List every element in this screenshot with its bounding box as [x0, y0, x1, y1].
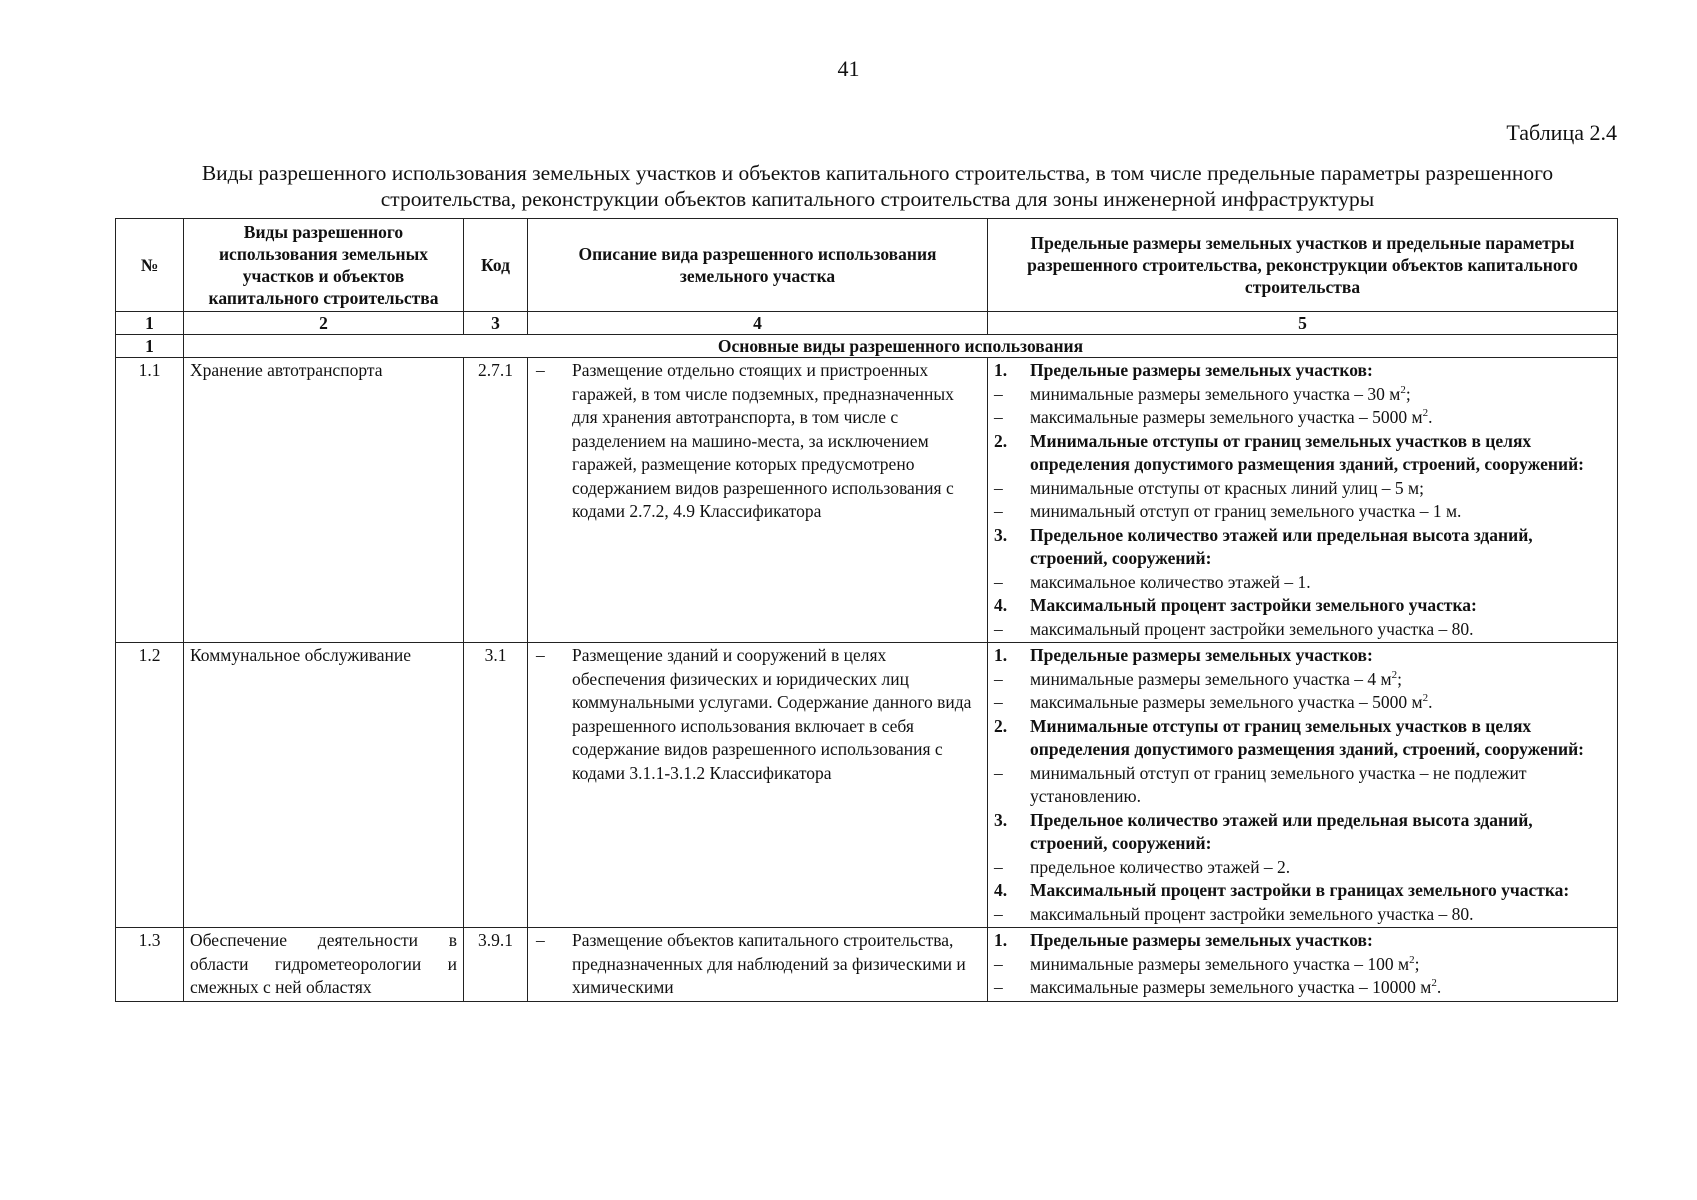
parameter-text: минимальные размеры земельного участка – 30 м [1030, 383, 1401, 404]
parameter-marker: 4. [994, 880, 1008, 900]
parameter-punctuation: ; [1397, 668, 1402, 689]
header-row [116, 219, 1618, 312]
column-number: 5 [988, 312, 1618, 335]
parameter-text: минимальные отступы от красных линий улиц – 5 м; [1030, 477, 1424, 498]
parameter-text: Максимальный процент застройки земельного участка: [1030, 595, 1477, 615]
parameter-marker: – [994, 692, 1003, 712]
parameter-heading [994, 809, 1611, 856]
parameter-text: максимальный процент застройки земельного участка – 80. [1030, 903, 1474, 924]
parameter-item [994, 856, 1611, 880]
parameter-item [994, 571, 1611, 595]
column-number: 1 [116, 312, 184, 335]
parameter-heading [994, 594, 1611, 618]
land-use-table [115, 218, 1618, 1002]
parameter-marker: – [994, 977, 1003, 997]
header-num: № [116, 219, 184, 312]
parameter-text: максимальные размеры земельного участка – 5000 м [1030, 692, 1423, 712]
use-type-code: 3.9.1 [464, 928, 528, 1002]
table-row [116, 358, 1618, 643]
parameter-heading [994, 929, 1611, 953]
description-dash: – [536, 360, 545, 380]
parameter-marker: – [994, 501, 1003, 521]
parameter-marker: – [994, 477, 1003, 498]
parameter-text: Максимальный процент застройки в границах земельного участка: [1030, 880, 1570, 900]
parameter-item [994, 762, 1611, 809]
use-description: Размещение объектов капитального строительства, предназначенных для наблюдений за физическими и химическими [572, 930, 966, 997]
parameter-marker: – [994, 953, 1003, 974]
use-description: Размещение отдельно стоящих и пристроенных гаражей, в том числе подземных, предназначенных для хранения автотранспорта, в том числе с разделением на машино-места, за исключением гаражей, размещение которых предусмотрено содержанием видов разрешенного использования с кодами 2.7.2, 4.9 Классификатора [572, 360, 954, 521]
description-dash: – [536, 930, 545, 950]
use-type-code: 2.7.1 [464, 358, 528, 643]
parameters-cell [988, 928, 1618, 1002]
parameter-text: Предельные размеры земельных участков: [1030, 645, 1373, 665]
parameter-marker: 2. [994, 430, 1008, 451]
table-label: Таблица 2.4 [1506, 120, 1617, 145]
parameter-marker: 1. [994, 930, 1008, 950]
parameter-item [994, 903, 1611, 927]
column-number: 4 [528, 312, 988, 335]
unit-superscript: 2 [1422, 407, 1429, 420]
parameter-item [994, 691, 1611, 715]
parameter-marker: 3. [994, 524, 1008, 545]
use-type-code: 3.1 [464, 643, 528, 928]
parameter-punctuation: . [1436, 977, 1442, 997]
parameter-text: Предельные размеры земельных участков: [1030, 930, 1373, 950]
description-dash: – [536, 645, 545, 665]
use-description: Размещение зданий и сооружений в целях обеспечения физических и юридических лиц коммунальными услугами. Содержание данного вида разрешенного использования включает в себя содержание видов разрешенного использования с кодами 3.1.1-3.1.2 Классификатора [572, 645, 972, 783]
header-parameters: Предельные размеры земельных участков и предельные параметры разрешенного строительства, реконструкции объектов капитального строительства [988, 219, 1618, 312]
page-number: 41 [837, 56, 860, 81]
parameter-marker: 4. [994, 595, 1008, 615]
use-type-name: Обеспечение деятельности в области гидрометеорологии и смежных с ней областях [184, 928, 464, 1002]
parameter-marker: – [994, 668, 1003, 689]
parameter-marker: – [994, 407, 1003, 427]
use-description-cell [528, 928, 988, 1002]
parameter-heading [994, 715, 1611, 762]
parameter-text: максимальный процент застройки земельного участка – 80. [1030, 618, 1474, 639]
parameter-heading [994, 430, 1611, 477]
parameter-text: максимальные размеры земельного участка – 5000 м [1030, 407, 1423, 427]
table-caption: Виды разрешенного использования земельных участков и объектов капитального строительства, в том числе предельные параметры разрешенного строительства, реконструкции объектов капитального строительства для зоны инженерной инфраструктуры [201, 161, 1554, 211]
parameter-marker: – [994, 571, 1003, 592]
unit-superscript: 2 [1409, 953, 1415, 966]
parameter-text: минимальный отступ от границ земельного участка – 1 м. [1030, 501, 1462, 521]
parameter-text: минимальные размеры земельного участка – 4 м [1030, 668, 1392, 689]
parameter-marker: – [994, 903, 1003, 924]
parameter-item [994, 406, 1611, 430]
header-code: Код [464, 219, 528, 312]
section-number: 1 [116, 335, 184, 358]
parameter-marker: 3. [994, 809, 1008, 830]
parameter-heading [994, 524, 1611, 571]
parameter-text: максимальные размеры земельного участка – 10000 м [1030, 977, 1432, 997]
unit-superscript: 2 [1431, 977, 1437, 990]
parameters-cell [988, 358, 1618, 643]
parameter-punctuation: ; [1405, 383, 1411, 404]
column-number: 3 [464, 312, 528, 335]
parameter-item [994, 668, 1611, 692]
parameter-punctuation: . [1428, 692, 1433, 712]
use-type-name: Коммунальное обслуживание [184, 643, 464, 928]
parameter-text: минимальный отступ от границ земельного участка – не подлежит установлению. [1030, 762, 1527, 806]
row-number: 1.1 [116, 358, 184, 643]
parameter-item [994, 383, 1611, 407]
parameter-marker: – [994, 856, 1003, 877]
section-title: Основные виды разрешенного использования [184, 335, 1618, 358]
parameter-marker: – [994, 383, 1003, 404]
table-row [116, 928, 1618, 1002]
parameter-item [994, 500, 1611, 524]
header-description: Описание вида разрешенного использования земельного участка [528, 219, 988, 312]
column-number: 2 [184, 312, 464, 335]
parameter-marker: 2. [994, 715, 1008, 736]
parameter-heading [994, 879, 1611, 903]
parameter-text: Минимальные отступы от границ земельных участков в целях определения допустимого размещения зданий, строений, сооружений: [1030, 430, 1584, 474]
parameter-item [994, 618, 1611, 642]
unit-superscript: 2 [1400, 383, 1406, 396]
parameter-item [994, 953, 1611, 977]
parameter-heading [994, 644, 1611, 668]
use-description-cell [528, 358, 988, 643]
parameter-item [994, 477, 1611, 501]
use-description-cell [528, 643, 988, 928]
parameter-text: минимальные размеры земельного участка – 100 м [1030, 953, 1410, 974]
parameter-marker: – [994, 762, 1003, 783]
header-name: Виды разрешенного использования земельных участков и объектов капитального строительства [184, 219, 464, 312]
parameter-text: Предельные размеры земельных участков: [1030, 360, 1373, 380]
parameter-punctuation: ; [1414, 953, 1420, 974]
parameter-text: Предельное количество этажей или предельная высота зданий, строений, сооружений: [1030, 524, 1533, 568]
section-row [116, 335, 1618, 358]
row-number: 1.2 [116, 643, 184, 928]
parameter-marker: 1. [994, 360, 1008, 380]
parameter-punctuation: . [1428, 407, 1433, 427]
parameters-cell [988, 643, 1618, 928]
parameter-marker: – [994, 618, 1003, 639]
parameter-text: предельное количество этажей – 2. [1030, 856, 1291, 877]
column-number-row [116, 312, 1618, 335]
unit-superscript: 2 [1422, 692, 1429, 705]
parameter-text: Предельное количество этажей или предельная высота зданий, строений, сооружений: [1030, 809, 1533, 853]
parameter-text: Минимальные отступы от границ земельных участков в целях определения допустимого размещения зданий, строений, сооружений: [1030, 715, 1584, 759]
unit-superscript: 2 [1391, 668, 1398, 681]
parameter-heading [994, 359, 1611, 383]
table-row [116, 643, 1618, 928]
parameter-text: максимальное количество этажей – 1. [1030, 571, 1311, 592]
parameter-marker: 1. [994, 645, 1008, 665]
row-number: 1.3 [116, 928, 184, 1002]
use-type-name: Хранение автотранспорта [184, 358, 464, 643]
parameter-item [994, 976, 1611, 1000]
